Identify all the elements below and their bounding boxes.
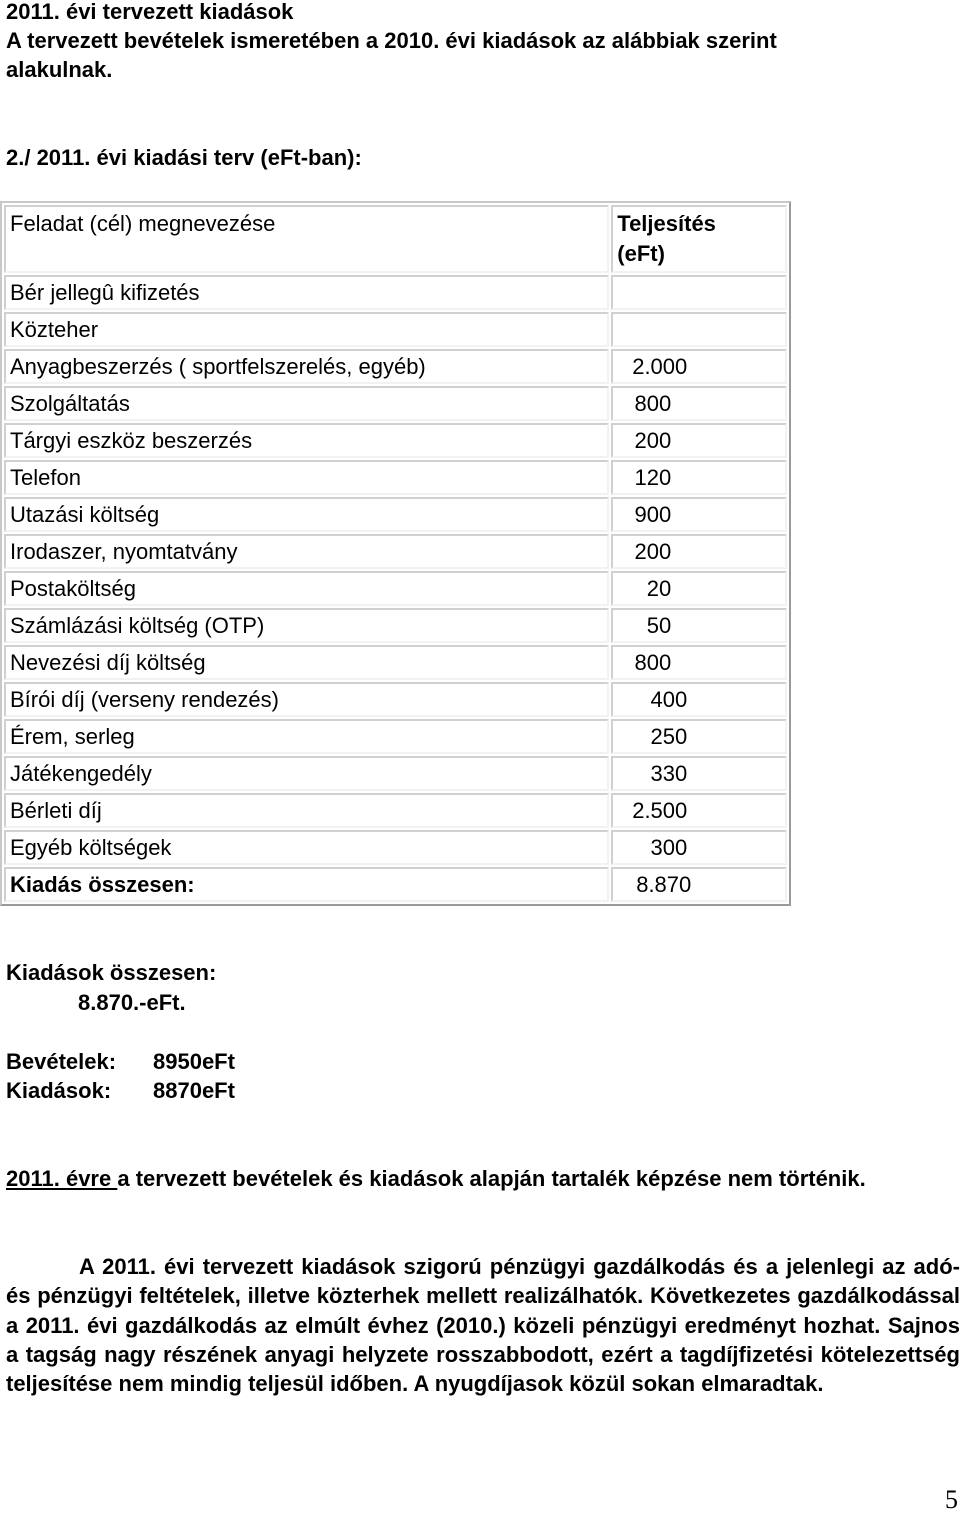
table-row (4, 423, 787, 458)
reserve-paragraph (6, 1164, 960, 1193)
row-value-cell (611, 497, 787, 532)
row-label: Telefon (4, 460, 609, 495)
row-value: 800 (634, 650, 672, 675)
column-header-task: Feladat (cél) megnevezése (4, 205, 609, 273)
table-row (4, 460, 787, 495)
row-label: Szolgáltatás (4, 386, 609, 421)
row-value-cell (611, 275, 787, 310)
table-row (4, 830, 787, 865)
row-value: 900 (634, 502, 672, 527)
row-label: Egyéb költségek (4, 830, 609, 865)
row-label: Nevezési díj költség (4, 645, 609, 680)
row-value-cell (611, 756, 787, 791)
row-value-cell (611, 793, 787, 828)
table-row (4, 719, 787, 754)
total-label: Kiadás összesen: (4, 867, 609, 902)
row-label: Érem, serleg (4, 719, 609, 754)
reserve-paragraph-underlined: 2011. évre (6, 1166, 118, 1191)
row-value-cell (611, 719, 787, 754)
row-value: 400 (650, 687, 688, 712)
row-label: Számlázási költség (OTP) (4, 608, 609, 643)
summary-income-label: Bevételek: (6, 1049, 117, 1074)
row-value: 50 (646, 613, 672, 638)
row-value-cell (611, 608, 787, 643)
row-label: Bírói díj (verseny rendezés) (4, 682, 609, 717)
table-row (4, 349, 787, 384)
expense-table (0, 201, 791, 906)
row-value-cell (611, 460, 787, 495)
table-row (4, 534, 787, 569)
row-value-cell (611, 682, 787, 717)
row-label: Utazási költség (4, 497, 609, 532)
row-value: 2.000 (632, 354, 688, 379)
row-label: Közteher (4, 312, 609, 347)
summary-total-label: Kiadások összesen: (6, 960, 217, 985)
row-value-cell (611, 830, 787, 865)
row-value-cell (611, 645, 787, 680)
table-row (4, 793, 787, 828)
document-title: 2011. évi tervezett kiadások (6, 0, 294, 24)
row-label: Tárgyi eszköz beszerzés (4, 423, 609, 458)
summary-expense-label: Kiadások: (6, 1078, 112, 1103)
row-value: 20 (646, 576, 672, 601)
row-label: Anyagbeszerzés ( sportfelszerelés, egyéb) (4, 349, 609, 384)
summary-expense-value: 8870eFt (153, 1078, 235, 1103)
row-value: 120 (634, 465, 672, 490)
intro-text-line2: alakulnak. (6, 57, 113, 82)
page-number: 5 (945, 1485, 958, 1514)
table-row (4, 275, 787, 310)
row-value-cell (611, 349, 787, 384)
table-row (4, 571, 787, 606)
reserve-paragraph-rest: a tervezett bevételek és kiadások alapján tartalék képzése nem történik. (117, 1166, 866, 1191)
column-header-amount (611, 205, 787, 273)
table-row (4, 645, 787, 680)
table-row (4, 312, 787, 347)
column-header-amount-line2: (eFt) (617, 241, 665, 266)
management-paragraph: A 2011. évi tervezett kiadások szigorú pénzügyi gazdálkodás és a jelenlegi az adó- és pénzügyi feltételek, illetve közterhek mellett realizálhatók. Következetes gazdálkodással a 2011. évi gazdálkodás az elmúlt évhez (2010.) közeli pénzügyi eredményt hozhat. Sajnos a tagság nagy részének anyagi helyzete rosszabbodott, ezért a tagdíjfizetési kötelezettség teljesítése nem mindig teljesül időben. A nyugdíjasok közül sokan elmaradtak. (6, 1254, 960, 1397)
row-value: 250 (650, 724, 688, 749)
row-value-cell (611, 534, 787, 569)
table-row (4, 386, 787, 421)
column-header-amount-line1: Teljesítés (617, 211, 716, 236)
summary-total-value: 8.870.-eFt. (78, 990, 186, 1015)
row-value: 2.500 (632, 798, 688, 823)
summary-income-value: 8950eFt (153, 1049, 235, 1074)
table-total-row (4, 867, 787, 902)
section-title: 2./ 2011. évi kiadási terv (eFt-ban): (6, 145, 362, 170)
table-header-row (4, 205, 787, 273)
row-label: Bérleti díj (4, 793, 609, 828)
row-value: 200 (634, 539, 672, 564)
table-row (4, 608, 787, 643)
row-value-cell (611, 312, 787, 347)
row-value: 200 (634, 428, 672, 453)
total-value-cell (611, 867, 787, 902)
row-value: 330 (650, 761, 688, 786)
row-value-cell (611, 423, 787, 458)
total-value: 8.870 (636, 872, 692, 897)
table-row (4, 756, 787, 791)
intro-text-line1: A tervezett bevételek ismeretében a 2010. évi kiadások az alábbiak szerint (6, 28, 777, 53)
row-label: Játékengedély (4, 756, 609, 791)
row-label: Bér jellegû kifizetés (4, 275, 609, 310)
row-label: Irodaszer, nyomtatvány (4, 534, 609, 569)
row-label: Postaköltség (4, 571, 609, 606)
row-value: 300 (650, 835, 688, 860)
row-value: 800 (634, 391, 672, 416)
table-row (4, 682, 787, 717)
row-value-cell (611, 386, 787, 421)
table-row (4, 497, 787, 532)
row-value-cell (611, 571, 787, 606)
